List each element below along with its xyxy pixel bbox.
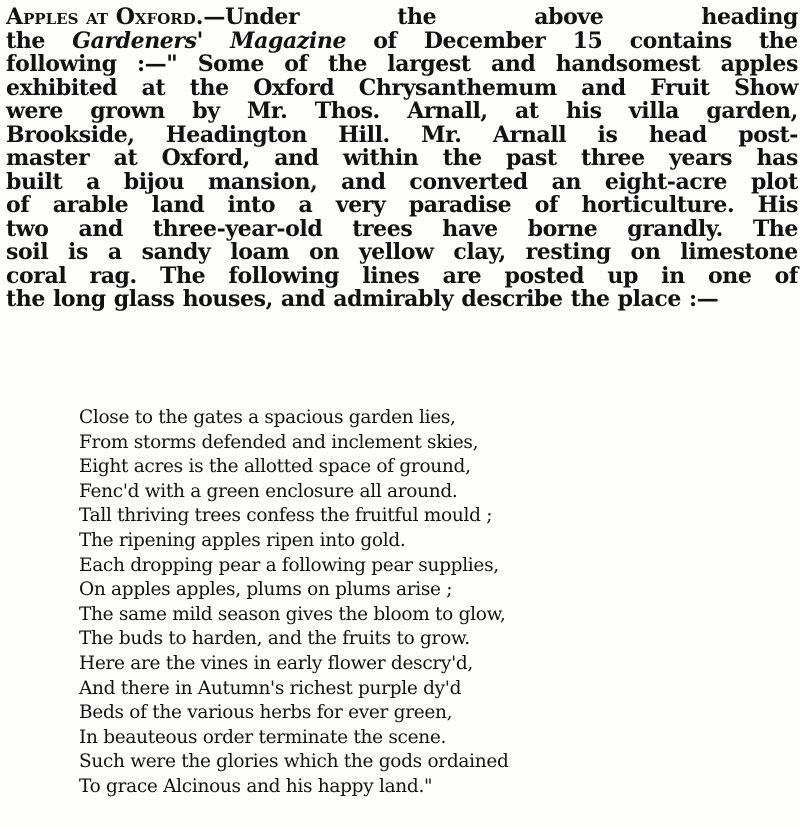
word: and bbox=[341, 168, 386, 195]
word: Oxford bbox=[253, 74, 335, 101]
word: an bbox=[551, 168, 582, 195]
word: yellow bbox=[358, 239, 434, 265]
word: were bbox=[6, 98, 63, 124]
article-line bbox=[6, 53, 798, 77]
word: Brookside, bbox=[6, 121, 135, 148]
article-line bbox=[6, 168, 798, 195]
word: post- bbox=[738, 121, 798, 148]
word: have bbox=[442, 215, 498, 242]
word: trees bbox=[352, 215, 413, 242]
word: villa bbox=[628, 98, 680, 124]
word: admirably bbox=[333, 286, 454, 312]
word: land bbox=[151, 192, 205, 218]
article-line bbox=[6, 27, 798, 54]
word: posted bbox=[504, 262, 585, 289]
word: a bbox=[86, 168, 100, 195]
word: the bbox=[758, 27, 798, 54]
headline: Apples at Oxford. bbox=[6, 4, 204, 30]
word: Some bbox=[197, 51, 264, 77]
word: :—" bbox=[136, 51, 178, 77]
word: exhibited bbox=[6, 74, 118, 101]
word: Magazine bbox=[230, 27, 347, 54]
word: at bbox=[113, 145, 138, 171]
word: the bbox=[327, 51, 367, 77]
poem-line: Fenc'd with a green enclosure all around. bbox=[79, 480, 458, 502]
word: Show bbox=[734, 74, 798, 101]
word: the bbox=[570, 286, 610, 312]
poem-quotation bbox=[79, 406, 779, 800]
word: very bbox=[335, 192, 386, 218]
word: Chrysanthemum bbox=[358, 74, 557, 101]
article-line bbox=[6, 288, 798, 312]
word: apples bbox=[720, 51, 798, 77]
word: coral bbox=[6, 262, 67, 289]
word: long bbox=[52, 286, 106, 312]
word: the bbox=[6, 27, 45, 54]
word: on bbox=[309, 239, 339, 265]
word: heading bbox=[701, 4, 798, 30]
word: :— bbox=[689, 286, 719, 312]
poem-line: On apples apples, plums on plums arise ; bbox=[79, 579, 453, 601]
word: glass bbox=[113, 286, 175, 312]
word: and bbox=[490, 51, 536, 77]
word: resting bbox=[525, 239, 611, 265]
word: sandy bbox=[141, 239, 211, 265]
word: eight-acre bbox=[604, 168, 728, 195]
word: and bbox=[280, 286, 326, 312]
word: Thos. bbox=[314, 98, 380, 124]
word: place bbox=[617, 286, 681, 312]
poem-line: Here are the vines in early flower descry'd, bbox=[79, 652, 473, 674]
poem-line: Eight acres is the allotted space of ground, bbox=[79, 456, 471, 478]
word: is bbox=[597, 121, 618, 148]
poem-line: From storms defended and inclement skies, bbox=[79, 431, 479, 453]
word: clay, bbox=[453, 239, 506, 265]
article-line bbox=[6, 215, 798, 242]
word: three-year-old bbox=[152, 215, 323, 242]
poem-line: And there in Autumn's richest purple dy'd bbox=[79, 677, 462, 699]
word: arable bbox=[52, 192, 129, 218]
word: Mr. bbox=[421, 121, 462, 148]
word: Arnall, bbox=[407, 98, 488, 124]
poem-line: The same mild season gives the bloom to glow, bbox=[79, 603, 506, 625]
word: plot bbox=[750, 168, 798, 195]
article-body bbox=[6, 6, 798, 312]
word: at bbox=[515, 98, 539, 124]
word: —Under bbox=[203, 4, 300, 30]
word: houses, bbox=[182, 286, 273, 312]
word: December bbox=[423, 27, 546, 54]
word: is bbox=[68, 239, 88, 265]
word: Fruit bbox=[650, 74, 710, 101]
word: His bbox=[757, 192, 798, 218]
word: built bbox=[6, 168, 63, 195]
word: two bbox=[6, 215, 49, 242]
poem-line: In beauteous order terminate the scene. bbox=[79, 726, 447, 748]
headline-group bbox=[6, 6, 299, 30]
word: the bbox=[397, 4, 437, 30]
poem-line: The buds to harden, and the fruits to grow. bbox=[79, 628, 470, 650]
word: garden, bbox=[706, 98, 798, 124]
poem-line: Each dropping pear a following pear supplies, bbox=[79, 554, 499, 576]
word: by bbox=[192, 98, 220, 124]
word: up bbox=[607, 262, 638, 289]
article-line bbox=[6, 147, 798, 171]
word: mansion, bbox=[207, 168, 318, 195]
poem-line: Such were the glories which the gods ordained bbox=[79, 751, 509, 773]
word: paradise bbox=[408, 192, 512, 218]
article-line bbox=[6, 194, 798, 218]
word: soil bbox=[6, 239, 49, 265]
word: Headington bbox=[165, 121, 307, 148]
word: one bbox=[707, 262, 752, 289]
poem-line: The ripening apples ripen into gold. bbox=[79, 529, 406, 551]
word: of bbox=[284, 51, 308, 77]
word: bijou bbox=[123, 168, 185, 195]
word: 15 bbox=[572, 27, 603, 54]
word: of bbox=[534, 192, 559, 218]
word: the bbox=[189, 74, 229, 101]
word: of bbox=[774, 262, 798, 289]
word: describe bbox=[461, 286, 563, 312]
word: years bbox=[669, 145, 733, 171]
word: master bbox=[6, 145, 90, 171]
word: at bbox=[141, 74, 166, 101]
word: Arnall bbox=[492, 121, 567, 148]
word: a bbox=[107, 239, 122, 265]
word: largest bbox=[387, 51, 471, 77]
word: loam bbox=[230, 239, 290, 265]
word: and bbox=[581, 74, 626, 101]
word: following bbox=[6, 51, 117, 77]
poem-line: To grace Alcinous and his happy land." bbox=[79, 775, 433, 797]
article-line bbox=[6, 100, 798, 124]
word: The bbox=[752, 215, 798, 242]
poem-line: Tall thriving trees confess the fruitful mould ; bbox=[79, 505, 493, 527]
article-line bbox=[6, 262, 798, 289]
word: Oxford, bbox=[161, 145, 250, 171]
word: of bbox=[373, 27, 397, 54]
word: lines bbox=[362, 262, 420, 289]
word: within bbox=[342, 145, 419, 171]
word: has bbox=[756, 145, 798, 171]
word: the bbox=[6, 286, 45, 312]
word: a bbox=[298, 192, 313, 218]
word: borne bbox=[527, 215, 598, 242]
word: Mr. bbox=[246, 98, 288, 124]
word: above bbox=[534, 4, 604, 30]
word: into bbox=[227, 192, 276, 218]
poem-line: Beds of the various herbs for ever green, bbox=[79, 702, 453, 724]
word: grown bbox=[90, 98, 165, 124]
word: following bbox=[228, 262, 340, 289]
word: on bbox=[630, 239, 661, 265]
word: his bbox=[566, 98, 602, 124]
word: three bbox=[580, 145, 645, 171]
word: head bbox=[648, 121, 707, 148]
article-line bbox=[6, 241, 798, 265]
word: rag. bbox=[89, 262, 137, 289]
word: and bbox=[78, 215, 123, 242]
word: Gardeners' bbox=[72, 27, 203, 54]
word: limestone bbox=[680, 239, 798, 265]
word: and bbox=[274, 145, 319, 171]
word: grandly. bbox=[627, 215, 723, 242]
word: converted bbox=[409, 168, 528, 195]
word: The bbox=[160, 262, 206, 289]
article-line bbox=[6, 121, 798, 148]
word: the bbox=[442, 145, 482, 171]
word: contains bbox=[629, 27, 732, 54]
word: handsomest bbox=[555, 51, 701, 77]
poem-line: Close to the gates a spacious garden lies, bbox=[79, 407, 456, 428]
word: horticulture. bbox=[581, 192, 735, 218]
article-line bbox=[6, 74, 798, 101]
word: Hill. bbox=[338, 121, 390, 148]
word: of bbox=[6, 192, 30, 218]
article-line bbox=[6, 6, 798, 30]
word: are bbox=[442, 262, 482, 289]
word: in bbox=[661, 262, 685, 289]
word: past bbox=[506, 145, 557, 171]
